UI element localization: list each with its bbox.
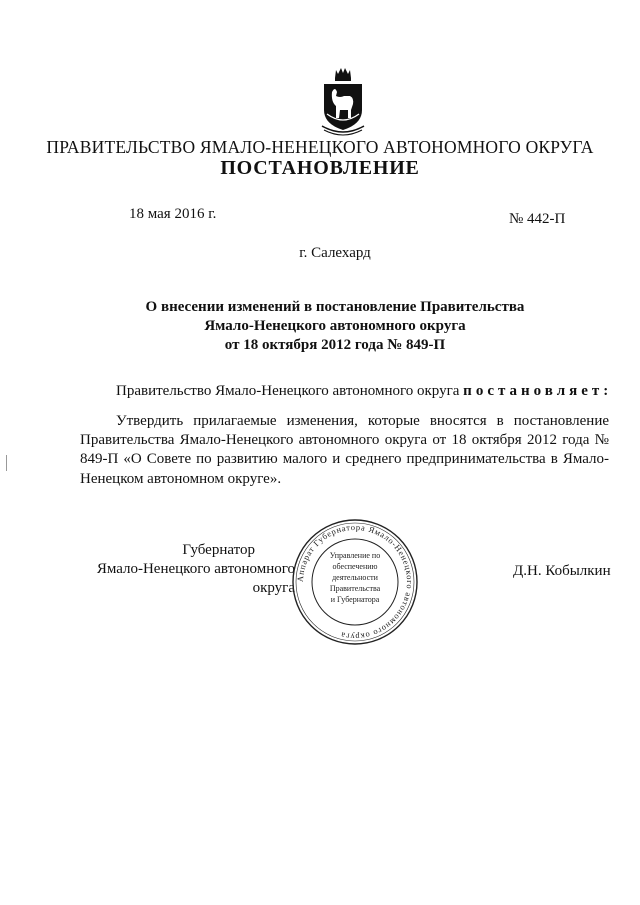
preamble xyxy=(116,383,612,400)
document-type-heading: ПОСТАНОВЛЕНИЕ xyxy=(220,157,420,179)
signatory-title xyxy=(80,541,295,598)
coat-of-arms-emblem xyxy=(318,66,368,136)
signatory-title-line: Ямало-Ненецкого автономного округа xyxy=(96,561,295,596)
organization-heading: ПРАВИТЕЛЬСТВО ЯМАЛО-НЕНЕЦКОГО АВТОНОМНОГО ОКРУГА xyxy=(46,137,594,157)
stamp-center-line: деятельности xyxy=(332,573,378,582)
margin-mark xyxy=(6,455,7,471)
stamp-center-line: Управление по xyxy=(329,551,381,560)
stamp-center-line: и Губернатора xyxy=(330,595,380,604)
stamp-center-line: обеспечению xyxy=(332,562,378,571)
preamble-text: Правительство Ямало-Ненецкого автономного округа xyxy=(116,383,464,399)
title-line: О внесении изменений в постановление Правительства xyxy=(145,299,525,315)
body-paragraph: Утвердить прилагаемые изменения, которые вносятся в постановление Правительства Ямало-Ненецкого автономного округа от 18 октября 2012 года № 849-П «О Совете по развитию малого и среднего предпринимательства в Ямало-Ненецком автономном округе». xyxy=(80,413,609,487)
signatory-title-line: Губернатор xyxy=(182,542,255,558)
document-city: г. Салехард xyxy=(299,245,371,261)
stamp-center-line: Правительства xyxy=(329,584,381,593)
stamp-ring-text: Аппарат Губернатора Ямало-Ненецкого автономного округа xyxy=(295,522,415,642)
signatory-name: Д.Н. Кобылкин xyxy=(513,563,611,579)
title-line: от 18 октября 2012 года № 849-П xyxy=(224,337,446,353)
official-stamp xyxy=(290,516,420,648)
document-title xyxy=(0,298,640,355)
document-number: № 442-П xyxy=(509,211,566,227)
decree-word: постановляет: xyxy=(463,383,613,399)
document-date: 18 мая 2016 г. xyxy=(129,206,217,222)
coat-of-arms-icon xyxy=(318,66,368,136)
title-line: Ямало-Ненецкого автономного округа xyxy=(204,318,466,334)
